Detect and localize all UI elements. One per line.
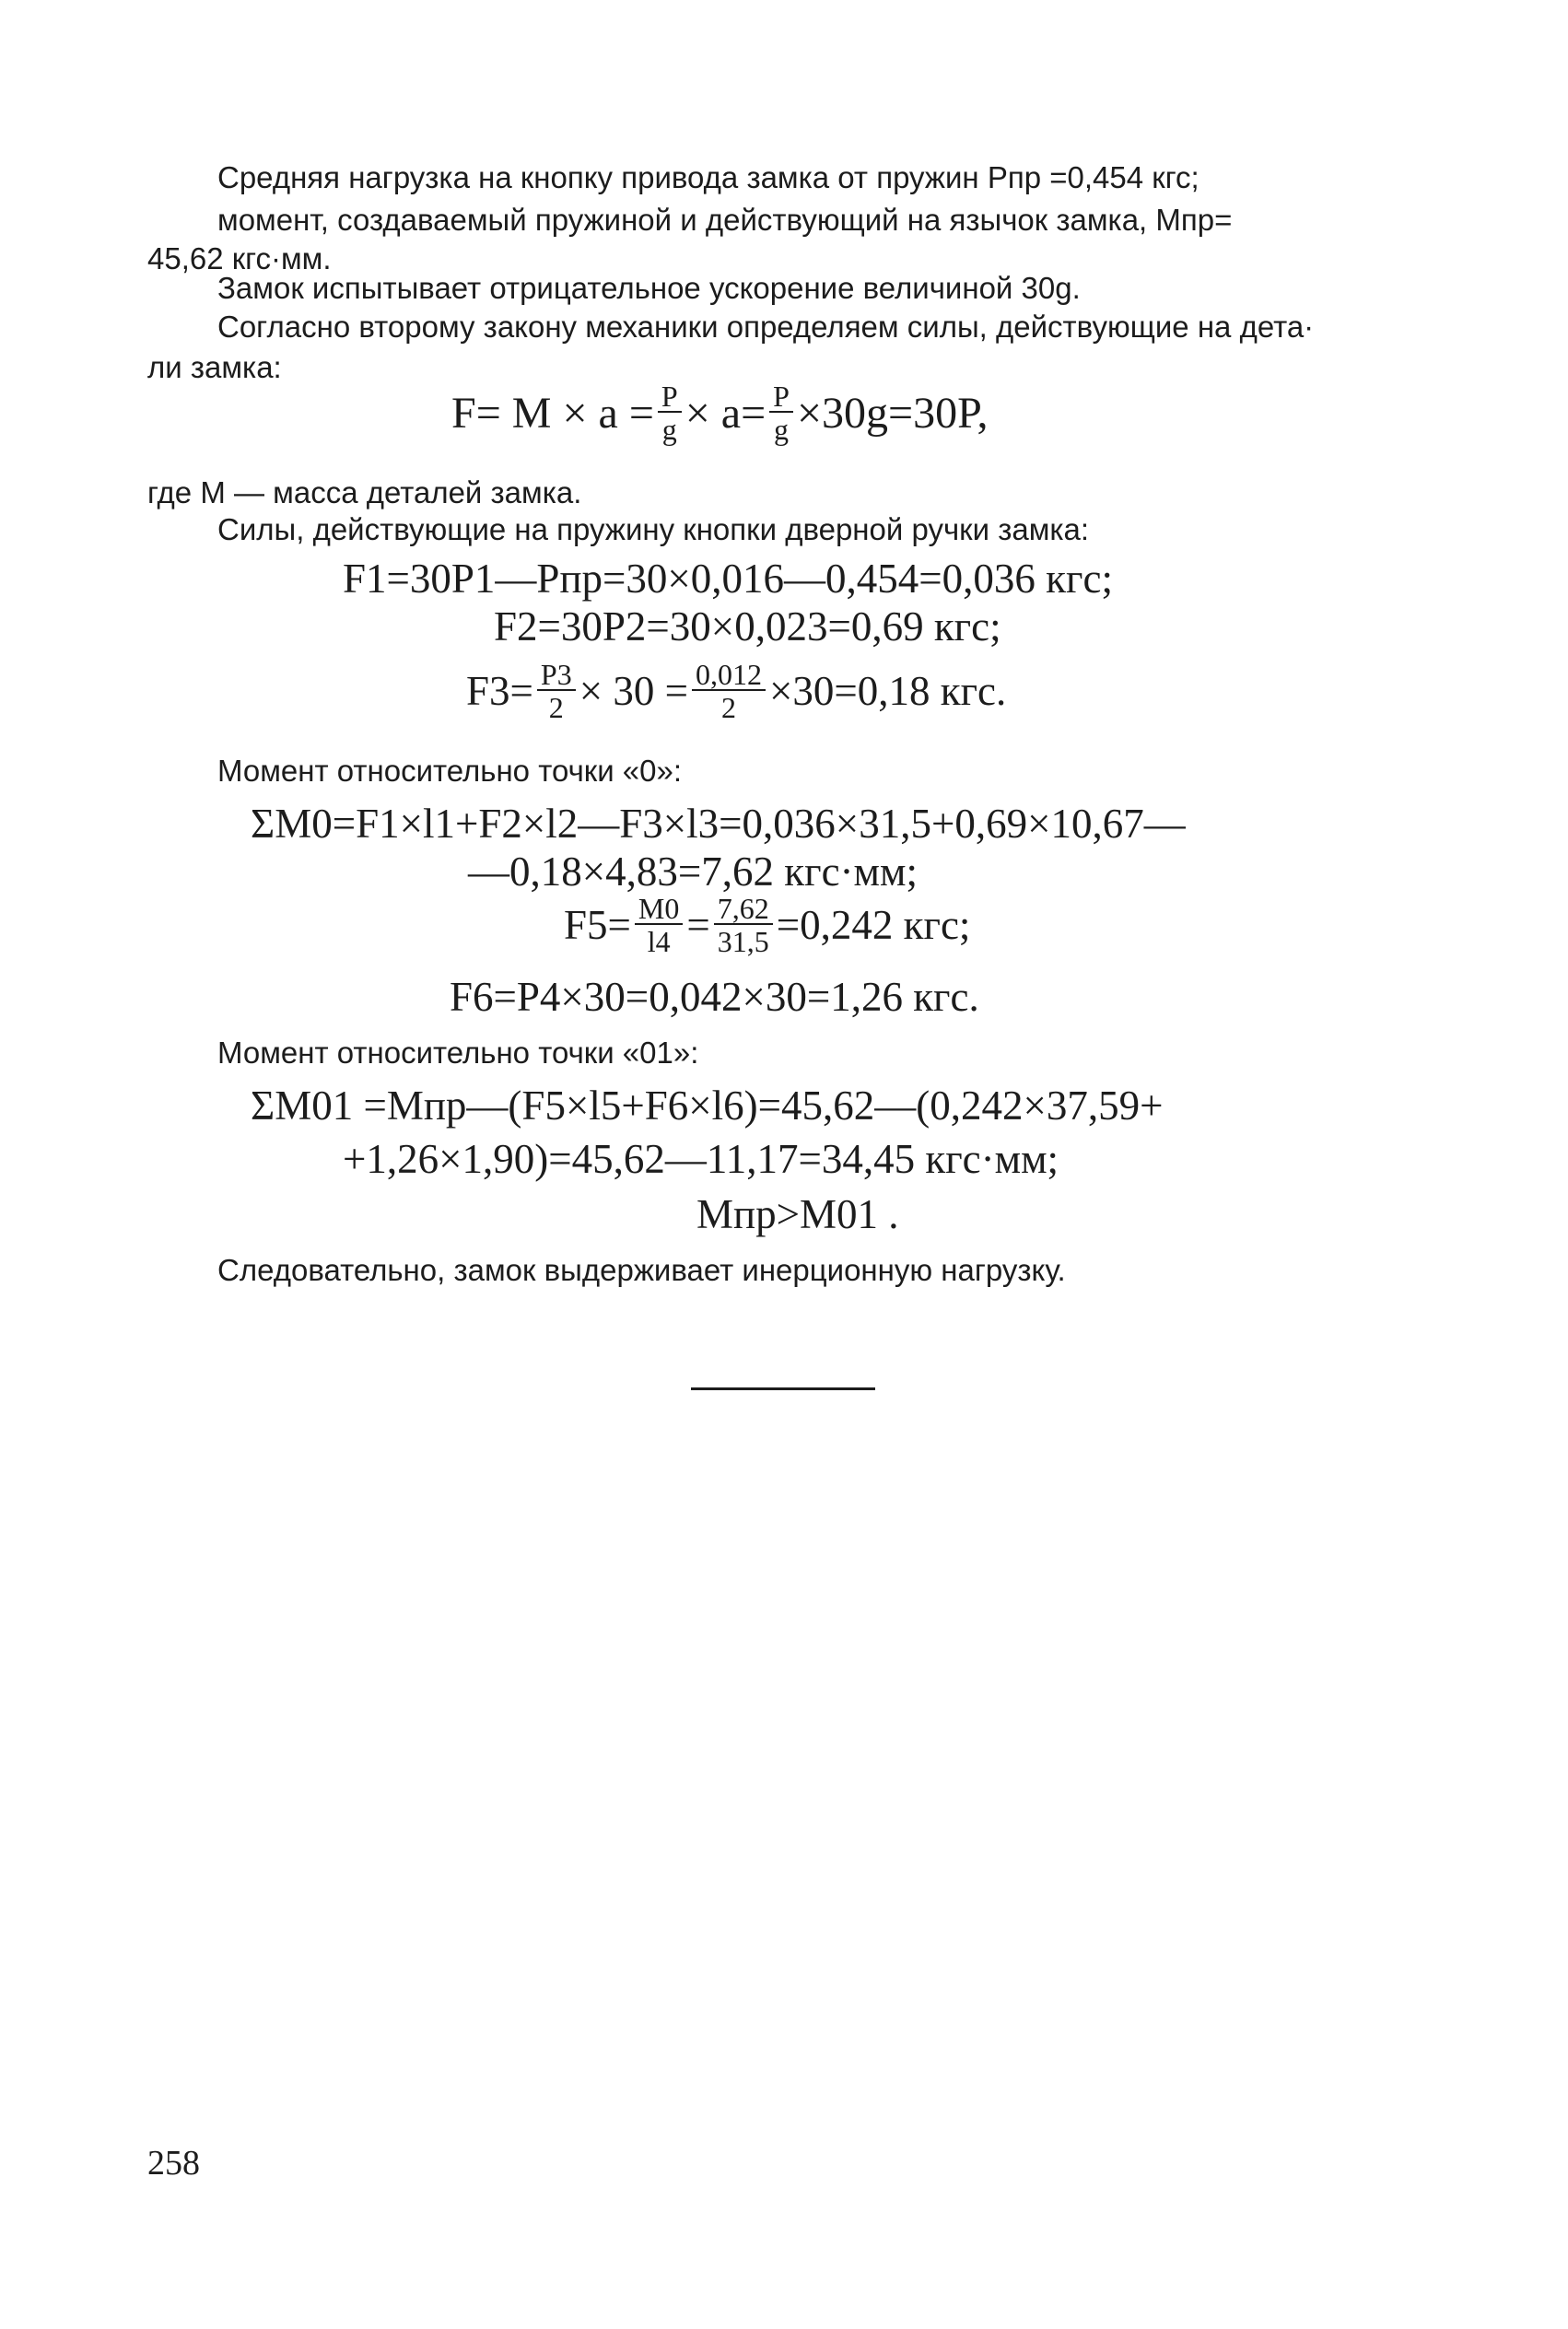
text-line: Согласно второму закону механики определяем силы, действующие на дета·	[217, 310, 1315, 344]
section-rule	[691, 1387, 875, 1390]
formula-f1: F1=30P1—Pпр=30×0,016—0,454=0,036 кгс;	[343, 556, 1113, 602]
text-line: 45,62 кгс·мм.	[147, 241, 332, 275]
text-line: ли замка:	[147, 350, 282, 384]
fraction: $\frac{P3}{2}$	[537, 660, 576, 722]
formula-m01-line1: ΣM01 =Mпр—(F5×l5+F6×l6)=45,62—(0,242×37,59+	[251, 1083, 1164, 1129]
text-line: Силы, действующие на пружину кнопки дверной ручки замка:	[217, 512, 1090, 546]
formula-m01-line2: +1,26×1,90)=45,62—11,17=34,45 кгс·мм;	[343, 1136, 1059, 1182]
text-line: Замок испытывает отрицательное ускорение величиной 30g.	[217, 271, 1081, 305]
text-line: Момент относительно точки «01»:	[217, 1036, 699, 1070]
formula-m01-line3: Mпр>M01 .	[696, 1191, 899, 1237]
text-line: момент, создаваемый пружиной и действующий на язычок замка, Mпр=	[217, 203, 1233, 237]
formula-f2: F2=30P2=30×0,023=0,69 кгс;	[494, 603, 1001, 650]
page-number: 258	[147, 2144, 200, 2183]
fraction: $\frac{P}{g}$	[769, 381, 793, 444]
formula-f6: F6=P4×30=0,042×30=1,26 кгс.	[450, 974, 979, 1020]
text-line: где M — масса деталей замка.	[147, 475, 582, 509]
formula-m0-line2: —0,18×4,83=7,62 кгс·мм;	[468, 849, 918, 895]
fraction: $\frac{P}{g}$	[658, 381, 682, 444]
text-line: Средняя нагрузка на кнопку привода замка от пружин Pпр =0,454 кгс;	[217, 160, 1199, 194]
text-line: Следовательно, замок выдерживает инерционную нагрузку.	[217, 1253, 1066, 1287]
formula-f5: F5= $\frac{M0}{l4}$ = $\frac{7,62}{31,5}$ =0,242 кгс;	[564, 892, 971, 958]
fraction: $\frac{M0}{l4}$	[635, 894, 683, 956]
fraction: $\frac{7,62}{31,5}$	[714, 894, 773, 956]
formula-m0-line1: ΣM0=F1×l1+F2×l2—F3×l3=0,036×31,5+0,69×10,67—	[251, 801, 1186, 847]
text-line: Момент относительно точки «0»:	[217, 754, 683, 788]
formula-f-main: F= M × a = $\frac{P}{g}$ × a= $\frac{P}{g}$ ×30g=30P,	[451, 380, 989, 446]
fraction: $\frac{0,012}{2}$	[692, 660, 766, 722]
formula-f3: F3= $\frac{P3}{2}$ × 30 = $\frac{0,012}{2}$ ×30=0,18 кгс.	[466, 658, 1007, 724]
